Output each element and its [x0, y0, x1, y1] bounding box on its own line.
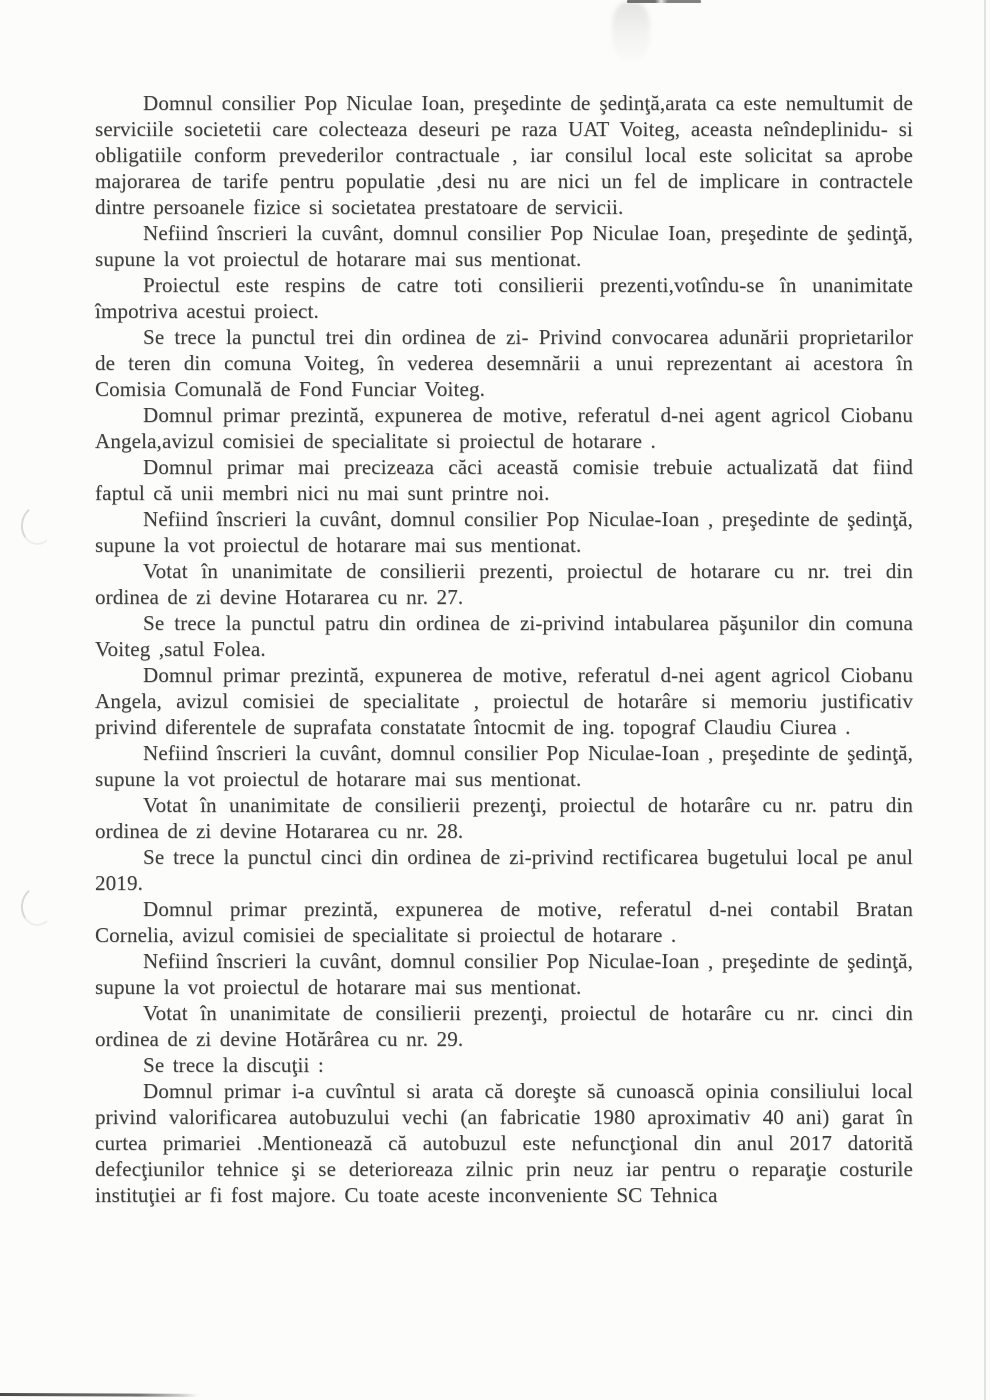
scan-artifact-right-edge-line — [984, 0, 986, 1400]
paragraph: Domnul primar prezintă, expunerea de motive, referatul d-nei agent agricol Ciobanu Angela,avizul comisiei de specialitate si proiectul de hotarare . — [95, 403, 913, 453]
paragraph: Proiectul este respins de catre toti consilierii prezenti,votîndu-se în unanimitate împotriva acestui proiect. — [95, 273, 913, 323]
paragraph: Votat în unanimitate de consilierii prezenţi, proiectul de hotarâre cu nr. patru din ordinea de zi devine Hotararea cu nr. 28. — [95, 793, 913, 843]
paragraph: Votat în unanimitate de consilierii prezenţi, proiectul de hotarâre cu nr. cinci din ordinea de zi devine Hotărârea cu nr. 29. — [95, 1001, 913, 1051]
paragraph: Se trece la discuţii : — [143, 1053, 324, 1077]
paragraph: Domnul primar prezintă, expunerea de motive, referatul d-nei agent agricol Ciobanu Angela, avizul comisiei de specialitate , proiectul de hotarâre si memoriu justificativ privind diferentele de suprafata constatate întocmit de ing. topograf Claudiu Ciurea . — [95, 663, 913, 739]
paragraph: Nefiind înscrieri la cuvânt, domnul consilier Pop Niculae-Ioan , preşedinte de şedinţă, supune la vot proiectul de hotarare mai sus mentionat. — [95, 507, 913, 557]
paragraph: Se trece la punctul cinci din ordinea de zi-privind rectificarea bugetului local pe anul 2019. — [95, 845, 913, 895]
paragraph: Domnul primar prezintă, expunerea de motive, referatul d-nei contabil Bratan Cornelia, avizul comisiei de specialitate si proiectul de hotarare . — [95, 897, 913, 947]
paragraph: Nefiind înscrieri la cuvânt, domnul consilier Pop Niculae-Ioan , preşedinte de şedinţă, supune la vot proiectul de hotarare mai sus mentionat. — [95, 949, 913, 999]
paragraph: Se trece la punctul trei din ordinea de zi- Privind convocarea adunării proprietarilor de teren din comuna Voiteg, în vederea desemnării a unui reprezentant ai acestora în Comisia Comunală de Fond Funciar Voiteg. — [95, 325, 913, 401]
paragraph: Domnul primar i-a cuvîntul si arata că doreşte să cunoască opinia consiliului local privind valorificarea autobuzului vechi (an fabricatie 1980 aproximativ 40 ani) garat în curtea primariei .Mentionează că autobuzul este nefuncţional din anul 2017 datorită defecţiunilor tehnice şi se deterioreaza zilnic prin neuz iar pentru o reparaţie costurile instituţiei ar fi fost majore. Cu toate aceste inconveniente SC Tehnica — [95, 1079, 913, 1207]
paragraph: Votat în unanimitate de consilierii prezenti, proiectul de hotarare cu nr. trei din ordinea de zi devine Hotararea cu nr. 27. — [95, 559, 913, 609]
paragraph: Domnul consilier Pop Niculae Ioan, preşedinte de şedinţă,arata ca este nemultumit de serviciile societetii care colecteaza deseuri pe raza UAT Voiteg, aceasta neîndeplinidu- si obligatiile conform prevederilor contractuale , iar consilul local este solicitat sa aprobe majorarea de tarife pentru populatie ,desi nu are nici un fel de implicare in contractele dintre persoanele fizice si societatea prestatoare de servicii. — [95, 91, 913, 219]
document-body — [95, 90, 913, 1208]
punch-hole-mark — [18, 884, 57, 928]
paragraph: Se trece la punctul patru din ordinea de zi-privind intabularea păşunilor din comuna Voiteg ,satul Folea. — [95, 611, 913, 661]
paragraph: Nefiind înscrieri la cuvânt, domnul consilier Pop Niculae-Ioan , preşedinte de şedinţă, supune la vot proiectul de hotarare mai sus mentionat. — [95, 741, 913, 791]
scan-artifact-top-smudge — [612, 2, 650, 60]
punch-hole-mark — [18, 503, 57, 547]
scan-artifact-bottom-edge-line — [0, 1393, 198, 1397]
paragraph: Nefiind înscrieri la cuvânt, domnul consilier Pop Niculae Ioan, preşedinte de şedinţă, supune la vot proiectul de hotarare mai sus mentionat. — [95, 221, 913, 271]
paragraph: Domnul primar mai precizeaza căci această comisie trebuie actualizată dat fiind faptul că unii membri nici nu mai sunt printre noi. — [95, 455, 913, 505]
